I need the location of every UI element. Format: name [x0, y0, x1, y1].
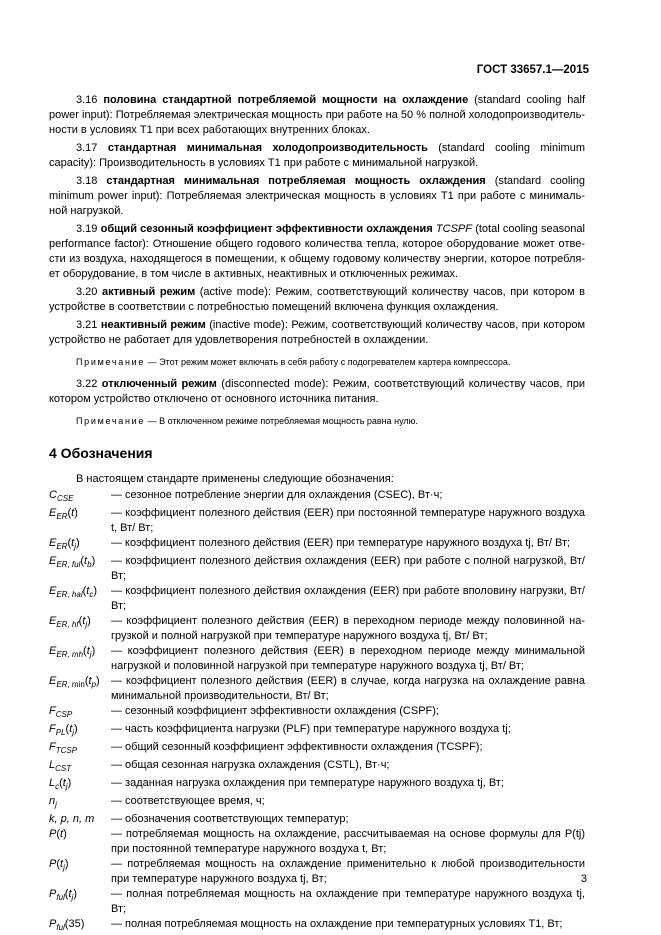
symbol: P(t)	[49, 828, 67, 840]
symbol-row	[49, 488, 585, 506]
page-body	[49, 93, 585, 935]
page-number: 3	[580, 873, 587, 885]
term: активный режим	[101, 286, 196, 298]
symbol-definition: — часть коэффициента нагрузки (PLF) при температуре наружного воздуха tj;	[111, 723, 511, 735]
symbol-row	[49, 794, 585, 812]
paragraph-3-16: 3.16 половина стандартной потребляемой мощности на охлаждение (standard cooling half power input): Потребляемая электрическая мощность при работе на 50 % полной холодопроизводительности в условиях Т1 при всех работающих внутренних блоках.	[49, 94, 585, 136]
symbol-definition: — коэффициент полезного действия (EER) при температуре наружного воздуха tj, Вт/ Вт;	[111, 537, 571, 549]
symbol-row	[49, 776, 585, 794]
paragraph-3-17: 3.17 стандартная минимальная холодопроизводительность (standard cooling minimum capacity): Производительность в условиях Т1 при работе с минимальной нагрузкой.	[49, 142, 585, 169]
symbol: $P(t_j)$	[49, 858, 69, 872]
symbol: $E_{ER, hf}(t_j)$	[49, 615, 91, 629]
note: Примечание — Этот режим может включать в себя работу с подогревателем картера компрессора.	[76, 357, 511, 367]
symbol: $F_{PL}(t_j)$	[49, 723, 78, 737]
symbol-row	[49, 887, 585, 917]
symbol-definition: — коэффициент полезного действия (EER) в переходном периоде между минимальной нагрузкой и половинной нагрузкой при температуре наружного воздуха tj, Вт/ Вт;	[111, 645, 585, 672]
document-header: ГОСТ 33657.1—2015	[476, 64, 589, 76]
term: общий сезонный коэффициент эффективности охлаждения	[100, 223, 433, 235]
symbol-row	[49, 536, 585, 554]
section-title: 4 Обозначения	[49, 445, 153, 461]
symbol: $E_{ER}(t)$	[49, 507, 78, 521]
symbol-row	[49, 857, 585, 887]
symbol-row	[49, 917, 585, 935]
term: неактивный режим	[100, 319, 206, 331]
symbol-definition: — обозначения соответствующих температур;	[111, 813, 349, 825]
symbol-definition: — потребляемая мощность на охлаждение, рассчитываемая на основе формулы для P(tj) при постоянной температуре наружного воздуха t, Вт;	[111, 828, 585, 855]
symbol-definition: — сезонное потребление энергии для охлаждения (CSEC), Вт·ч;	[111, 489, 443, 501]
symbol-row	[49, 674, 585, 704]
symbol-definition: — потребляемая мощность на охлаждение применительно к любой производительности при температуре наружного воздуха tj, Вт;	[111, 858, 585, 885]
symbol: $L_{CST}$	[49, 759, 72, 773]
symbol: $C_{CSE}$	[49, 489, 74, 503]
symbol: $P_{ful}(35)$	[49, 918, 85, 932]
symbol-row	[49, 554, 585, 584]
symbol: $F_{CSP}$	[49, 705, 73, 719]
symbol: $F_{TCSP}$	[49, 741, 78, 755]
symbol-row	[49, 614, 585, 644]
paragraph-3-20: 3.20 активный режим (active mode): Режим, соответствующий количеству часов, при котором в устройстве в соответствии с потребностью помещений включена функция охлаждения.	[49, 286, 585, 313]
symbol-row	[49, 506, 585, 536]
term: отключенный режим	[101, 378, 217, 390]
symbol-definition: — соответствующее время, ч;	[111, 795, 265, 807]
symbol-definition: — общая сезонная нагрузка охлаждения (CSTL), Вт·ч;	[111, 759, 390, 771]
paragraph-3-18: 3.18 стандартная минимальная потребляемая мощность охлаждения (standard cooling minimum power input): Потребляемая электрическая мощность в условиях Т1 при работе с минимальной нагрузкой.	[49, 175, 586, 217]
symbol-definition: — коэффициент полезного действия охлаждения (EER) при работе вполовину нагрузки, Вт/ Вт;	[111, 585, 585, 612]
symbol-definition: — общий сезонный коэффициент эффективности охлаждения (TCSPF);	[111, 741, 483, 753]
symbol: k, p, n, m	[49, 813, 95, 825]
symbol-row	[49, 722, 585, 740]
symbol-row	[49, 812, 585, 827]
symbol-row	[49, 584, 585, 614]
symbol-definition: — коэффициент полезного действия (EER) в случае, когда нагрузка на охлаждение равна минимальной производительности, Вт/ Вт;	[111, 675, 585, 702]
symbol: $E_{ER, ful}(t_b)$	[49, 555, 96, 569]
paragraph-3-21: 3.21 неактивный режим (inactive mode): Режим, соответствующий количеству часов, при котором устройство не работает для удовлетворения потребностей в охлаждении.	[49, 319, 586, 346]
symbol-definition: — коэффициент полезного действия (EER) при постоянной температуре наружного воздуха t, Вт/ Вт;	[111, 507, 585, 534]
paragraph-3-22: 3.22 отключенный режим (disconnected mode): Режим, соответствующий количеству часов, при котором устройство отключено от основного источника питания.	[49, 378, 585, 405]
term: половина стандартной потребляемой мощности на охлаждение	[103, 94, 469, 106]
symbol-definition: — заданная нагрузка охлаждения при температуре наружного воздуха tj, Вт;	[111, 777, 504, 789]
section-intro: В настоящем стандарте применены следующие обозначения:	[76, 473, 394, 485]
symbol: $E_{ER}(t_j)$	[49, 537, 80, 551]
term: стандартная минимальная потребляемая мощность охлаждения	[106, 175, 486, 187]
symbol-definition: — полная потребляемая мощность на охлаждение при температурных условиях Т1, Вт;	[111, 918, 563, 930]
symbol: $L_c(t_j)$	[49, 777, 72, 791]
symbol-row	[49, 827, 585, 857]
symbol: $E_{ER, hal}(t_c)$	[49, 585, 98, 599]
symbol-row	[49, 644, 585, 674]
symbol-definition: — сезонный коэффициент эффективности охлаждения (CSPF);	[111, 705, 439, 717]
paragraph-3-19: 3.19 общий сезонный коэффициент эффективности охлаждения TCSPF (total cooling seasonal performance factor): Отношение общего годового количества тепла, которое оборудование может отвести из воздуха, находящегося в помещении, к общему годовому количеству энергии, которое потребляет оборудование, в том числе в активных, неактивных и отключенных режимах.	[49, 223, 585, 280]
symbol-row	[49, 740, 585, 758]
symbol-definition: — полная потребляемая мощность на охлаждение при температуре наружного воздуха tj, Вт;	[111, 888, 585, 915]
symbol: $P_{ful}(t_j)$	[49, 888, 77, 902]
symbol: $E_{ER, mh}(t_j)$	[49, 645, 96, 659]
symbol-definition: — коэффициент полезного действия (EER) в переходном периоде между половинной нагрузкой и полной нагрузкой при температуре наружного воздуха tj, Вт/ Вт;	[111, 615, 585, 642]
term: стандартная минимальная холодопроизводительность	[107, 142, 428, 154]
symbol-definition: — коэффициент полезного действия охлаждения (EER) при работе с полной нагрузкой, Вт/ Вт;	[111, 555, 585, 582]
symbol: $n_j$	[49, 795, 57, 809]
note: Примечание — В отключенном режиме потребляемая мощность равна нулю.	[76, 416, 418, 426]
symbol: $E_{ER, min}(t_p)$	[49, 675, 100, 689]
symbol-row	[49, 758, 585, 776]
symbol-row	[49, 704, 585, 722]
